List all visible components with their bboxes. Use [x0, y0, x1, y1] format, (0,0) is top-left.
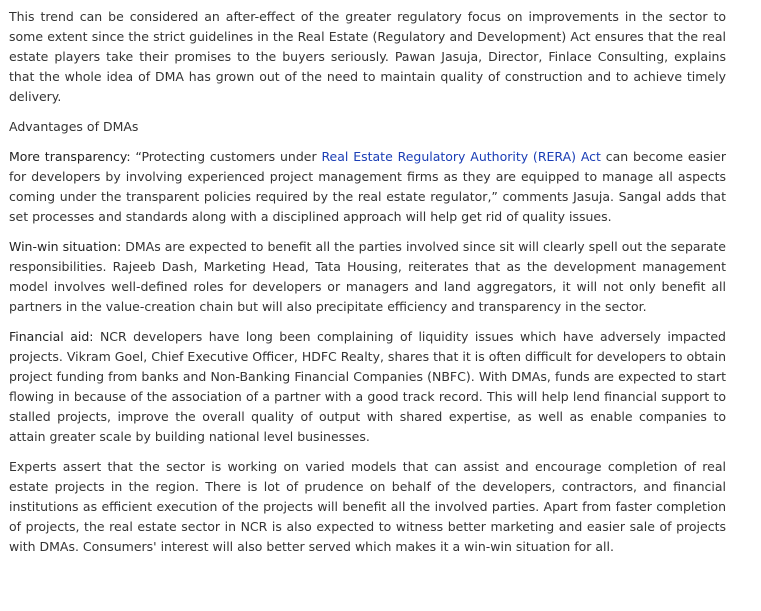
financial-text: NCR developers have long been complaining of liquidity issues which have adversely impacted projects. Vikram Goel, Chief Executive Officer, HDFC Realty, shares that it is often difficult for developers to obtain project funding from banks and Non-Banking Financial Companies (NBFC). With DMAs, funds are expected to start flowing in because of the association of a partner with a good track record. This will help lend financial support to stalled projects, improve the overall quality of output with shared expertise, as well as enable companies to attain greater scale by building national level businesses. [9, 329, 726, 444]
transparency-text-before: “Protecting customers under [130, 149, 322, 164]
intro-paragraph: This trend can be considered an after-effect of the greater regulatory focus on improvements in the sector to some extent since the strict guidelines in the Real Estate (Regulatory and Development) Act ensures that the real estate players take their promises to the buyers seriously. Pawan Jasuja, Director, Finlace Consulting, explains that the whole idea of DMA has grown out of the need to maintain quality of construction and to achieve timely delivery. [9, 9, 726, 104]
financial-lead: Financial aid: [9, 329, 94, 344]
experts-paragraph: Experts assert that the sector is working on varied models that can assist and encourage completion of real estate projects in the region. There is lot of prudence on behalf of the developers, contractors, and financial institutions as efficient execution of the projects will benefit all the involved parties. Apart from faster completion of projects, the real estate sector in NCR is also expected to witness better marketing and easier sale of projects with DMAs. Consumers' interest will also better served which makes it a win-win situation for all. [9, 459, 726, 554]
financial-paragraph [9, 327, 726, 447]
winwin-lead: Win-win situation: [9, 239, 122, 254]
transparency-paragraph [9, 147, 726, 227]
winwin-paragraph [9, 237, 726, 317]
advantages-heading: Advantages of DMAs [9, 119, 139, 134]
winwin-text: DMAs are expected to benefit all the parties involved since sit will clearly spell out the separate responsibilities. Rajeeb Dash, Marketing Head, Tata Housing, reiterates that as the development management model involves well-defined roles for developers or managers and land aggregators, it will not only benefit all partners in the value-creation chain but will also precipitate efficiency and transparency in the sector. [9, 239, 726, 314]
rera-act-link[interactable]: Real Estate Regulatory Authority (RERA) Act [321, 149, 601, 164]
transparency-text-after: can become easier for developers by involving experienced project management firms as they are equipped to manage all aspects coming under the transparent policies required by the real estate regulator,” comments Jasuja. Sangal adds that set processes and standards along with a disciplined approach will help get rid of quality issues. [9, 149, 726, 224]
transparency-lead: More transparency: [9, 149, 131, 164]
